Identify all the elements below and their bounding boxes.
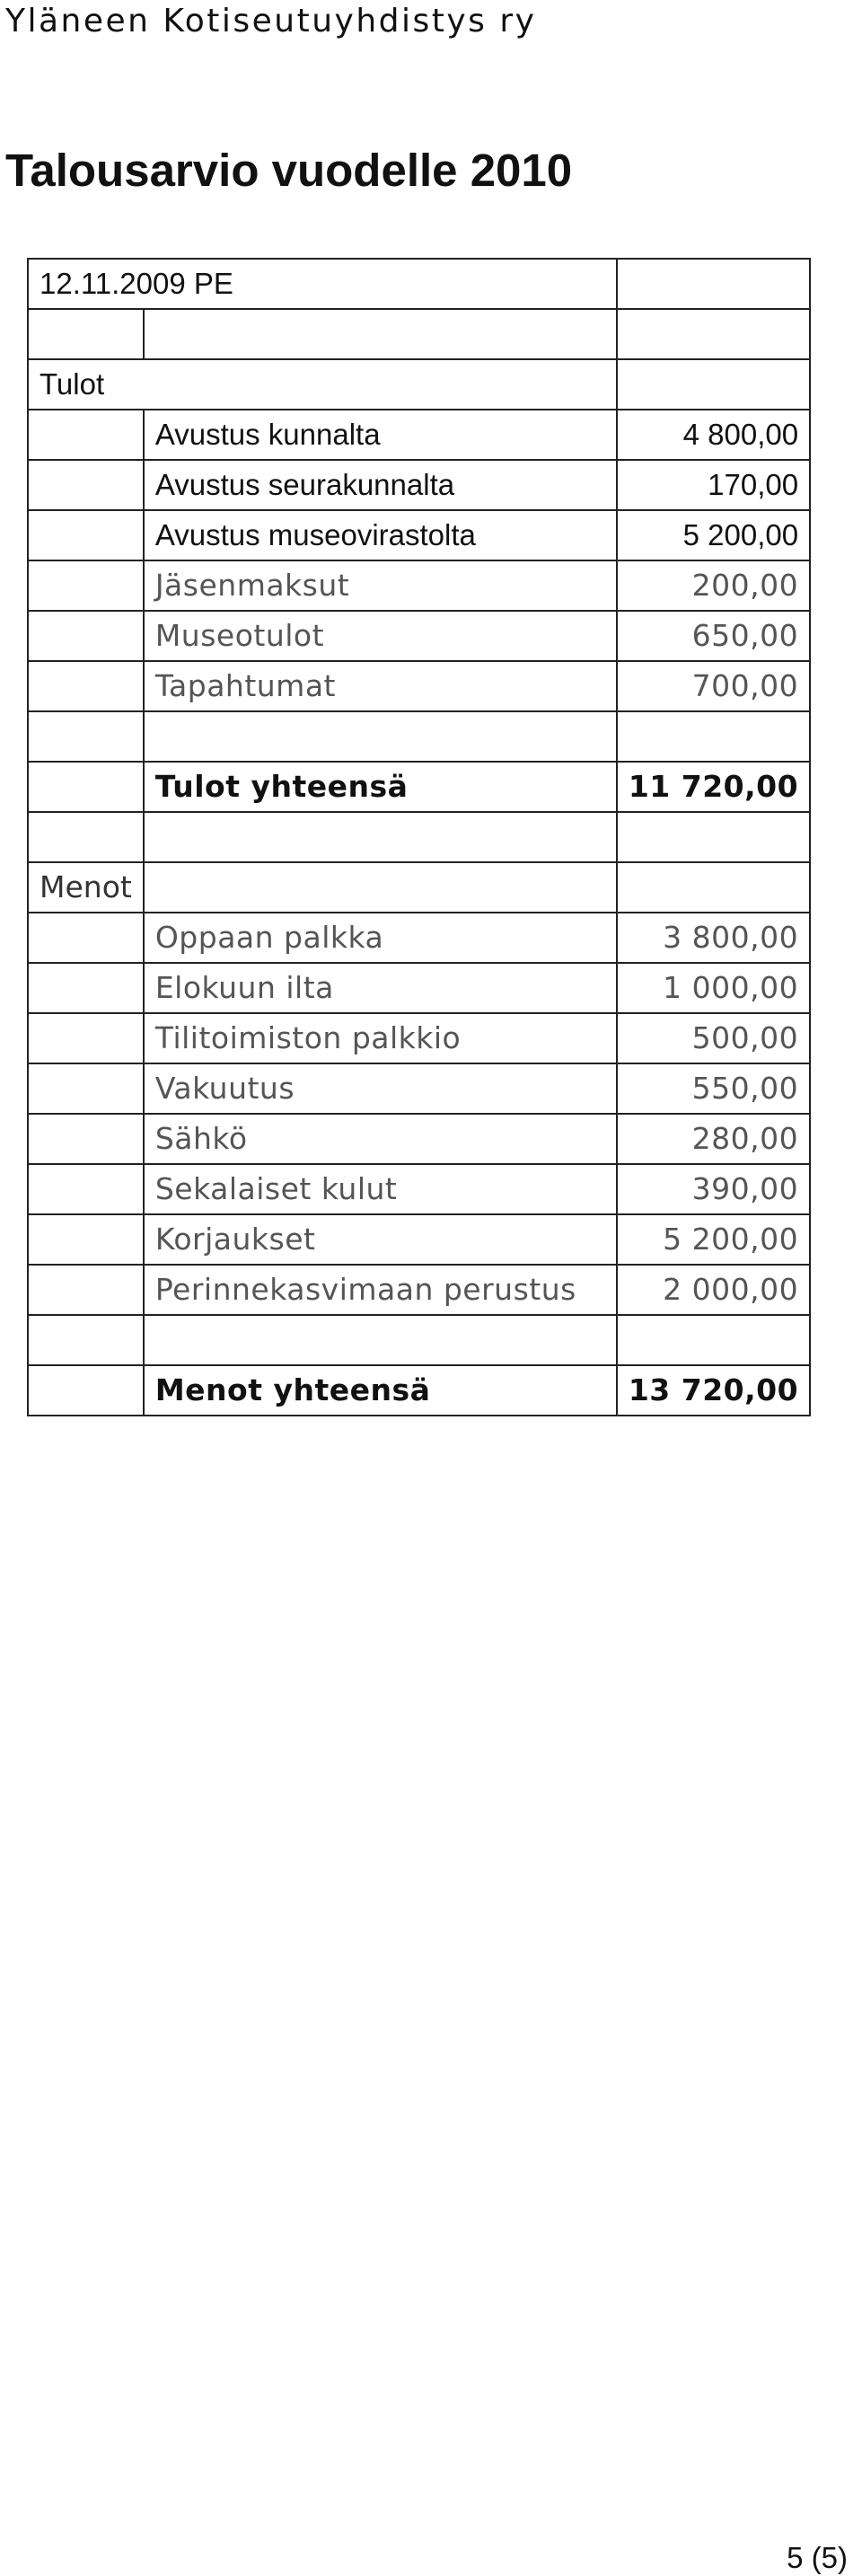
- table-row: [28, 1214, 810, 1265]
- table-row: [28, 661, 810, 711]
- income-section-label: Tulot: [28, 359, 617, 410]
- income-item-amount: 5 200,00: [617, 510, 810, 560]
- income-item-label: Jäsenmaksut: [144, 560, 617, 611]
- income-item-label: Avustus seurakunnalta: [144, 460, 617, 510]
- income-item-label: Tapahtumat: [144, 661, 617, 711]
- expense-item-label: Perinnekasvimaan perustus: [144, 1265, 617, 1315]
- table-row: [28, 460, 810, 510]
- table-row-empty: [28, 711, 810, 762]
- table-row: [28, 560, 810, 611]
- expense-total-label: Menot yhteensä: [144, 1365, 617, 1416]
- expense-item-amount: 390,00: [617, 1164, 810, 1214]
- expense-item-amount: 550,00: [617, 1063, 810, 1114]
- expense-item-amount: 280,00: [617, 1114, 810, 1164]
- table-row: [28, 611, 810, 661]
- expense-item-label: Sekalaiset kulut: [144, 1164, 617, 1214]
- expense-item-label: Elokuun ilta: [144, 963, 617, 1013]
- expense-item-amount: 5 200,00: [617, 1214, 810, 1265]
- expense-item-amount: 3 800,00: [617, 913, 810, 963]
- income-item-amount: 650,00: [617, 611, 810, 661]
- table-row-expense-header: [28, 862, 810, 913]
- expense-item-label: Sähkö: [144, 1114, 617, 1164]
- table-row: [28, 913, 810, 963]
- table-row-income-total: [28, 762, 810, 812]
- date-label: 12.11.2009 PE: [28, 259, 617, 309]
- expense-item-label: Vakuutus: [144, 1063, 617, 1114]
- table-row-income-header: [28, 359, 810, 410]
- budget-table: [27, 258, 811, 1416]
- income-item-amount: 700,00: [617, 661, 810, 711]
- page-number: 5 (5): [787, 2541, 848, 2574]
- income-item-amount: 4 800,00: [617, 410, 810, 460]
- table-row: [28, 510, 810, 560]
- table-row-empty: [28, 309, 810, 359]
- organization-name: Yläneen Kotiseutuyhdistys ry: [5, 3, 537, 40]
- income-item-label: Avustus museovirastolta: [144, 510, 617, 560]
- table-row-empty: [28, 812, 810, 862]
- expense-item-amount: 1 000,00: [617, 963, 810, 1013]
- table-row-empty: [28, 1315, 810, 1365]
- expense-item-amount: 500,00: [617, 1013, 810, 1063]
- table-row: [28, 1063, 810, 1114]
- expense-total-amount: 13 720,00: [617, 1365, 810, 1416]
- table-row-date: [28, 259, 810, 309]
- income-item-amount: 200,00: [617, 560, 810, 611]
- table-row: [28, 1265, 810, 1315]
- expense-item-label: Oppaan palkka: [144, 913, 617, 963]
- income-item-label: Avustus kunnalta: [144, 410, 617, 460]
- table-row: [28, 410, 810, 460]
- expense-section-label: Menot: [28, 862, 144, 913]
- table-row: [28, 1013, 810, 1063]
- expense-item-label: Korjaukset: [144, 1214, 617, 1265]
- expense-item-amount: 2 000,00: [617, 1265, 810, 1315]
- income-total-amount: 11 720,00: [617, 762, 810, 812]
- expense-item-label: Tilitoimiston palkkio: [144, 1013, 617, 1063]
- table-row-expense-total: [28, 1365, 810, 1416]
- income-total-label: Tulot yhteensä: [144, 762, 617, 812]
- table-row: [28, 963, 810, 1013]
- income-item-amount: 170,00: [617, 460, 810, 510]
- table-row: [28, 1114, 810, 1164]
- document-title: Talousarvio vuodelle 2010: [5, 145, 573, 196]
- table-row: [28, 1164, 810, 1214]
- income-item-label: Museotulot: [144, 611, 617, 661]
- empty-cell: [617, 259, 810, 309]
